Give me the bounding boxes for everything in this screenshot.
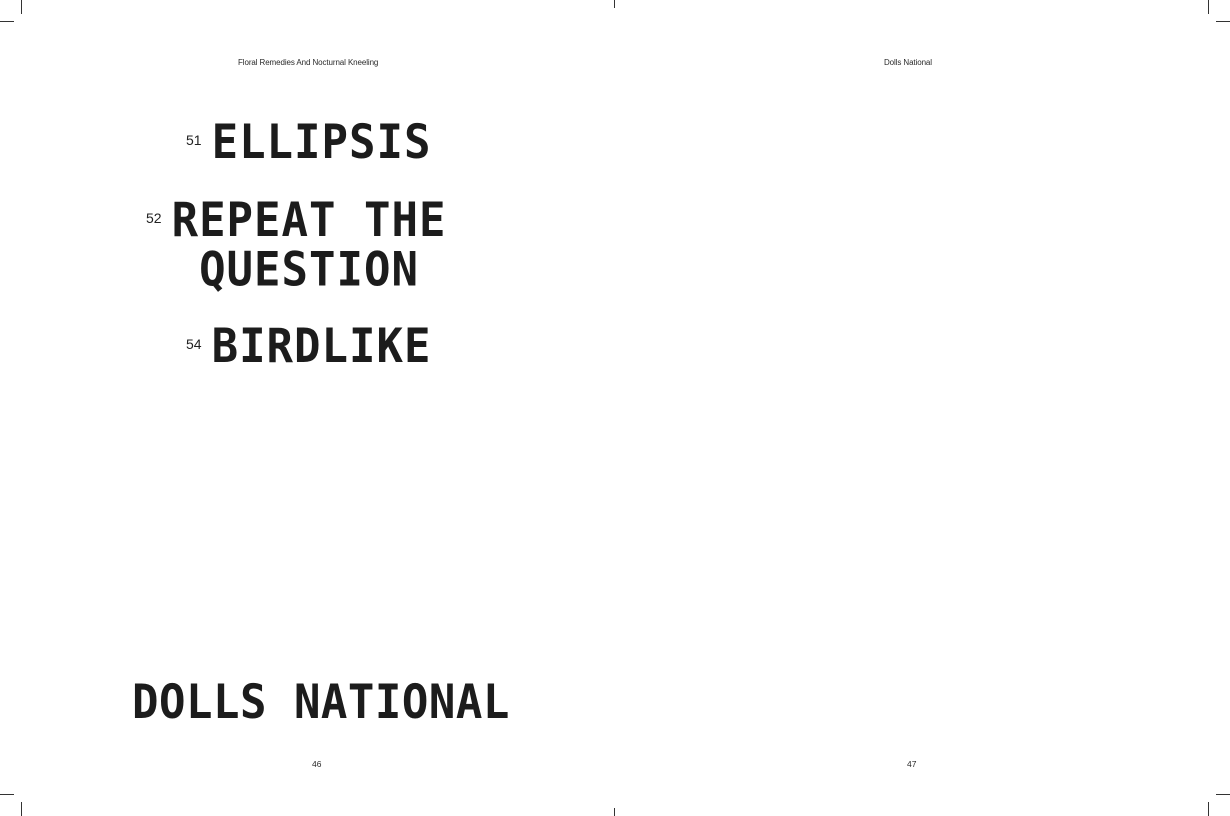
running-head: Floral Remedies And Nocturnal Kneeling (238, 58, 379, 67)
entry-number: 54 (186, 336, 202, 352)
entry-title: ELLIPSIS (211, 114, 432, 170)
section-title: DOLLS NATIONAL (132, 674, 510, 730)
list-item (186, 114, 432, 170)
running-head: Dolls National (884, 58, 932, 67)
list-item (186, 318, 432, 374)
entry-title: BIRDLIKE (211, 318, 432, 374)
list-item (146, 192, 447, 298)
page-number: 46 (312, 759, 322, 769)
entry-number: 51 (186, 132, 202, 148)
entry-title: REPEAT THE QUESTION (171, 192, 447, 298)
right-page (615, 0, 1230, 816)
entry-number: 52 (146, 210, 162, 226)
page-number: 47 (907, 759, 917, 769)
